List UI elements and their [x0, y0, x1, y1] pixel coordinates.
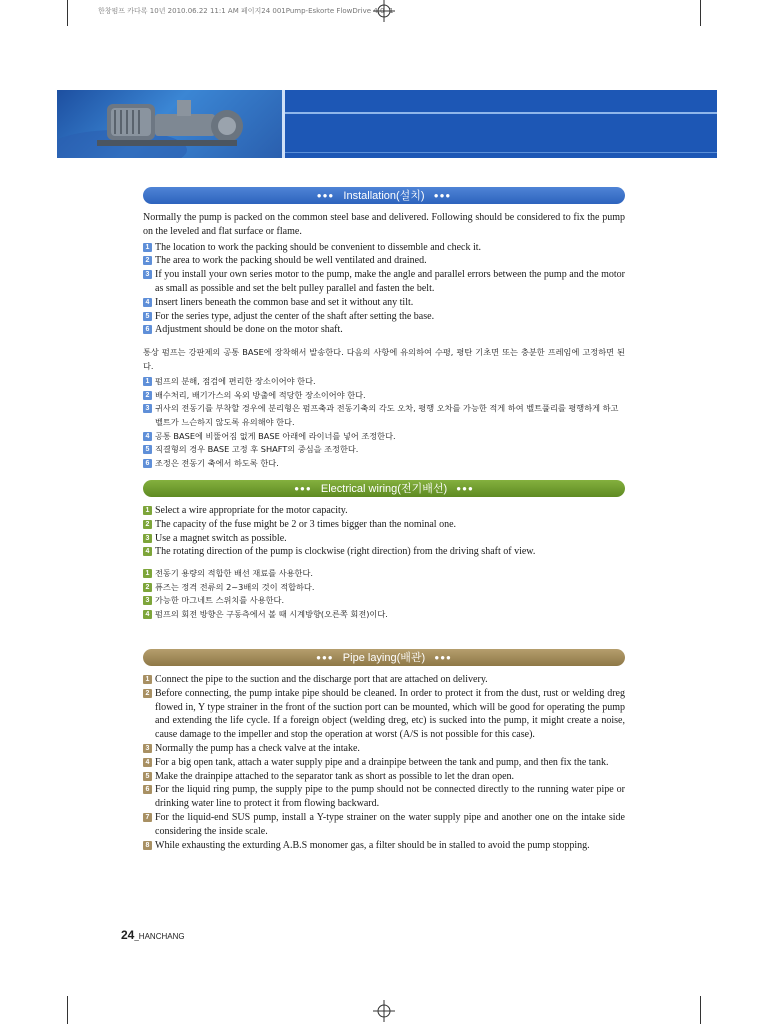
brand-name: _HANCHANG	[134, 932, 185, 941]
list-item: 4 펌프의 회전 방향은 구동측에서 볼 때 시계방향(오른쪽 회전)이다.	[143, 608, 625, 622]
number-1-icon: 1	[143, 675, 152, 684]
dots-icon: ●●●	[456, 484, 474, 493]
number-6-icon: 6	[143, 325, 152, 334]
section-title: Electrical wiring(전기배선)	[320, 483, 448, 495]
number-2-icon: 2	[143, 520, 152, 529]
list-item: 3 If you install your own series motor to the pump, make the angle and parallel errors between the pump and the motor as small as possible and set the belt pulley parallel and fasten the belt.	[143, 268, 625, 296]
number-4-icon: 4	[143, 610, 152, 619]
installation-intro-ko: 통상 펌프는 강판제의 공통 BASE에 장착해서 발송한다. 다음의 사항에 유의하여 수평, 평탄 기초면 또는 충분한 프레임에 고정하면 된다.	[143, 347, 625, 371]
number-2-icon: 2	[143, 689, 152, 698]
piping-english	[143, 673, 625, 852]
number-4-icon: 4	[143, 758, 152, 767]
list-item: 3 귀사의 전동기를 부착할 경우에 분리형은 펌프축과 전동기축의 각도 오차, 평행 오차를 가능한 적게 하여 벨트풀리를 평행하게 하고 벨트가 느슨하지 않도록 유의해야 한다.	[143, 402, 625, 429]
registration-mark-icon	[373, 0, 395, 22]
number-8-icon: 8	[143, 841, 152, 850]
crop-mark	[700, 996, 701, 1024]
number-2-icon: 2	[143, 583, 152, 592]
number-3-icon: 3	[143, 534, 152, 543]
number-4-icon: 4	[143, 547, 152, 556]
list-item: 1 Connect the pipe to the suction and the discharge port that are attached on delivery.	[143, 673, 625, 687]
number-6-icon: 6	[143, 459, 152, 468]
section-title-piping	[143, 649, 625, 666]
number-4-icon: 4	[143, 432, 152, 441]
list-item: 6 For the liquid ring pump, the supply pipe to the pump should not be connected directly to the running water pipe or drinking water line to protect it from flowing backward.	[143, 783, 625, 811]
number-6-icon: 6	[143, 785, 152, 794]
list-item: 6 조정은 전동기 축에서 하도록 한다.	[143, 457, 625, 471]
electrical-english	[143, 504, 625, 559]
section-title: Installation(설치)	[343, 190, 425, 202]
dots-icon: ●●●	[316, 653, 334, 662]
list-item: 2 퓨즈는 정격 전류의 2~3배의 것이 적합하다.	[143, 581, 625, 595]
installation-english	[143, 211, 625, 337]
pump-illustration-icon	[57, 90, 282, 158]
list-item: 1 The location to work the packing should be convenient to dissemble and check it.	[143, 241, 625, 255]
list-item: 4 For a big open tank, attach a water supply pipe and a drainpipe between the tank and pump, and then fix the tank.	[143, 756, 625, 770]
crop-mark	[700, 0, 701, 26]
dots-icon: ●●●	[316, 191, 335, 200]
list-item: 5 Make the drainpipe attached to the separator tank as short as possible to let the dran open.	[143, 770, 625, 784]
list-item: 2 배수처리, 배기가스의 옥외 방출에 적당한 장소이어야 한다.	[143, 389, 625, 403]
dots-icon: ●●●	[434, 653, 452, 662]
list-item: 2 Before connecting, the pump intake pipe should be cleaned. In order to protect it from the dust, rust or welding dreg flowed in, Y type strainer in the front of the suction port can be mounted, which will be good for operating the pump and extending the life cycle. If a foreign object (welding dreg, etc) is sucked into the pump, it might create a noise, cause damage to the impeller and stop the operation at worst (A/S is not possible for this case).	[143, 687, 625, 742]
number-1-icon: 1	[143, 243, 152, 252]
registration-mark-icon	[373, 1000, 395, 1022]
header-banner	[57, 90, 717, 158]
print-header: 한창펌프 카다록 10년 2010.06.22 11:1 AM 페이지24 001Pump-Eskorte FlowDrive 4.0 -1	[98, 7, 394, 15]
list-item: 3 가능한 마그네트 스위치를 사용한다.	[143, 594, 625, 608]
list-item: 4 The rotating direction of the pump is clockwise (right direction) from the driving shaft of view.	[143, 545, 625, 559]
dots-icon: ●●●	[294, 484, 312, 493]
list-item: 5 직결형의 경우 BASE 고정 후 SHAFT의 중심을 조정한다.	[143, 443, 625, 457]
list-item: 1 전동기 용량의 적합한 배선 재료를 사용한다.	[143, 567, 625, 581]
number-4-icon: 4	[143, 298, 152, 307]
list-item: 7 For the liquid-end SUS pump, install a Y-type strainer on the water supply pipe and another one on the intake side considering the inside scale.	[143, 811, 625, 839]
list-item: 4 Insert liners beneath the common base and set it without any tilt.	[143, 296, 625, 310]
list-item: 4 공통 BASE에 비뚤어짐 없게 BASE 아래에 라이너를 넣어 조정한다.	[143, 430, 625, 444]
crop-mark	[67, 0, 68, 26]
list-item: 2 The capacity of the fuse might be 2 or 3 times bigger than the nominal one.	[143, 518, 625, 532]
list-item: 3 Normally the pump has a check valve at the intake.	[143, 742, 625, 756]
banner-panel	[285, 90, 717, 158]
list-item: 6 Adjustment should be done on the motor shaft.	[143, 323, 625, 337]
crop-mark	[67, 996, 68, 1024]
number-3-icon: 3	[143, 744, 152, 753]
number-5-icon: 5	[143, 772, 152, 781]
number-5-icon: 5	[143, 445, 152, 454]
number-1-icon: 1	[143, 569, 152, 578]
number-3-icon: 3	[143, 404, 152, 413]
section-title: Pipe laying(배관)	[342, 652, 426, 664]
dots-icon: ●●●	[433, 191, 452, 200]
installation-korean	[143, 346, 625, 470]
number-3-icon: 3	[143, 270, 152, 279]
banner-stripe	[285, 152, 717, 153]
number-2-icon: 2	[143, 391, 152, 400]
list-item: 1 펌프의 분해, 점검에 편리한 장소이어야 한다.	[143, 375, 625, 389]
number-1-icon: 1	[143, 506, 152, 515]
number-2-icon: 2	[143, 256, 152, 265]
installation-intro: Normally the pump is packed on the common steel base and delivered. Following should be considered to fix the pump on the leveled and flat surface or flame.	[143, 212, 625, 237]
number-5-icon: 5	[143, 312, 152, 321]
list-item: 2 The area to work the packing should be well ventilated and drained.	[143, 254, 625, 268]
pump-photo	[57, 90, 282, 158]
list-item: 5 For the series type, adjust the center of the shaft after setting the base.	[143, 310, 625, 324]
number-3-icon: 3	[143, 596, 152, 605]
section-title-installation	[143, 187, 625, 204]
list-item: 3 Use a magnet switch as possible.	[143, 532, 625, 546]
number-7-icon: 7	[143, 813, 152, 822]
section-title-electrical	[143, 480, 625, 497]
list-item: 1 Select a wire appropriate for the motor capacity.	[143, 504, 625, 518]
page-number: 24_HANCHANG	[121, 928, 185, 942]
list-item: 8 While exhausting the exturding A.B.S monomer gas, a filter should be in stalled to avoid the pump stopping.	[143, 839, 625, 853]
number-1-icon: 1	[143, 377, 152, 386]
banner-stripe	[285, 112, 717, 114]
banner-divider	[282, 90, 285, 158]
electrical-korean	[143, 567, 625, 621]
